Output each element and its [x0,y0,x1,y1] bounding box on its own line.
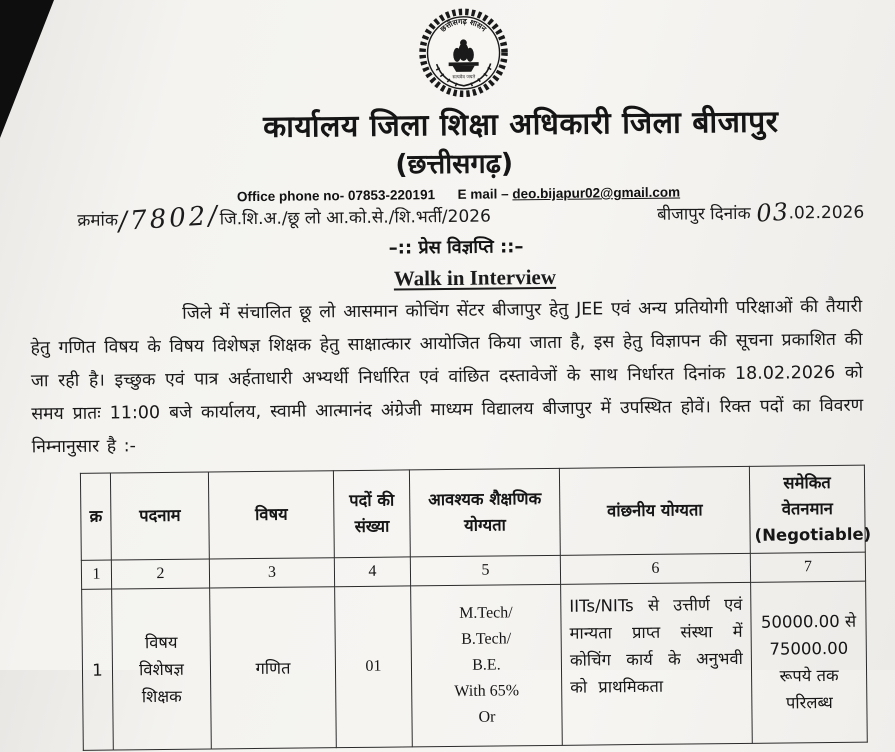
reference-left [77,200,491,238]
table-header-qualification: आवश्यक शैक्षणिक योग्यता [409,468,560,557]
seal-motto-text: सत्यमेव जयते [451,75,475,81]
table-header-desirable: वांछनीय योग्यता [559,466,750,555]
date-typed: .02.2026 [788,202,865,224]
seal-container [15,0,895,109]
state-name: (छत्तीसगढ़) [395,148,514,181]
email-address: deo.bijapur02@gmail.com [512,184,681,202]
col-number: 1 [81,560,111,589]
table-header-sno: क्र [80,473,111,560]
office-title: कार्यालय जिला शिक्षा अधिकारी जिला बीजापुर [262,104,779,145]
col-number: 4 [334,557,410,587]
place-date [657,197,865,228]
row-post: विषय विशेषज्ञ शिक्षक [112,588,212,750]
reference-line [77,197,865,238]
table-header-row [80,465,865,560]
table-header-post: पदनाम [110,472,209,560]
press-release-heading: –:: प्रेस विज्ञप्ति ::– [388,236,524,259]
col-number: 2 [111,559,209,589]
walk-in-interview-heading: Walk in Interview [393,264,557,291]
spacer [439,187,454,202]
seal-arc-text: छत्तीसगढ़ शासन [437,16,488,34]
row-sno: 1 [82,589,114,750]
row-desirable: IITs/NITs से उत्तीर्ण एवं मान्यता प्राप्त संस्था में कोचिंग कार्य के अनुभवी को प्राथमिकता [561,582,753,745]
reference-memo: जि.शि.अ./छू लो आ.को.से./शि.भर्ती/2026 [219,206,491,230]
col-number: 3 [209,558,334,588]
row-salary: 50000.00 से 75000.00 रूपये तक परिलब्ध [751,581,868,743]
row-qualification: M.Tech/ B.Tech/ B.E. With 65% Or [411,584,563,747]
table-header-salary: समेकित वेतनमान (Negotiable) [749,465,865,553]
office-phone: Office phone no- 07853-220191 [236,187,436,205]
place-date-label: बीजापुर दिनांक [657,203,757,225]
chhattisgarh-state-emblem-icon [412,5,515,100]
table-header-subject: विषय [208,471,334,559]
col-number: 6 [560,553,750,584]
table-header-vacancies: पदों की संख्या [333,470,410,558]
col-number: 7 [750,552,865,582]
row-vacancies: 01 [335,586,413,748]
col-number: 5 [410,555,560,586]
reference-label: क्रमांक [77,210,119,231]
row-subject: गणित [210,587,337,749]
notice-paragraph: जिले में संचालित छू लो आसमान कोचिंग सेंटर बीजापुर हेतु JEE एवं अन्य प्रतियोगी परिक्षाओं की तैयारी हेतु गणित विषय के विषय विशेषज्ञ शिक्षक हेतु साक्षात्कार आयोजित किया जाता है, इस हेतु विज्ञापन की सूचना प्रकाशित की जा रही है। इच्छुक एवं पात्र अर्हताधारी अभ्यर्थी निर्धारित एवं वांछित दस्तावेजों के साथ निर्धारत दिनांक 18.02.2026 को समय प्रातः 11:00 बजे कार्यालय, स्वामी आत्मानंद अंग्रेजी माध्यम विद्यालय बीजापुर में उपस्थित होवें। रिक्त पदों का विवरण निम्नानुसार है :- [30,296,864,458]
handwritten-ref-number: /7802/ [117,200,221,238]
vacancy-table [80,465,872,751]
email-label: E mail – [457,186,513,202]
handwritten-day: 03 [755,197,790,228]
table-row [82,581,868,750]
